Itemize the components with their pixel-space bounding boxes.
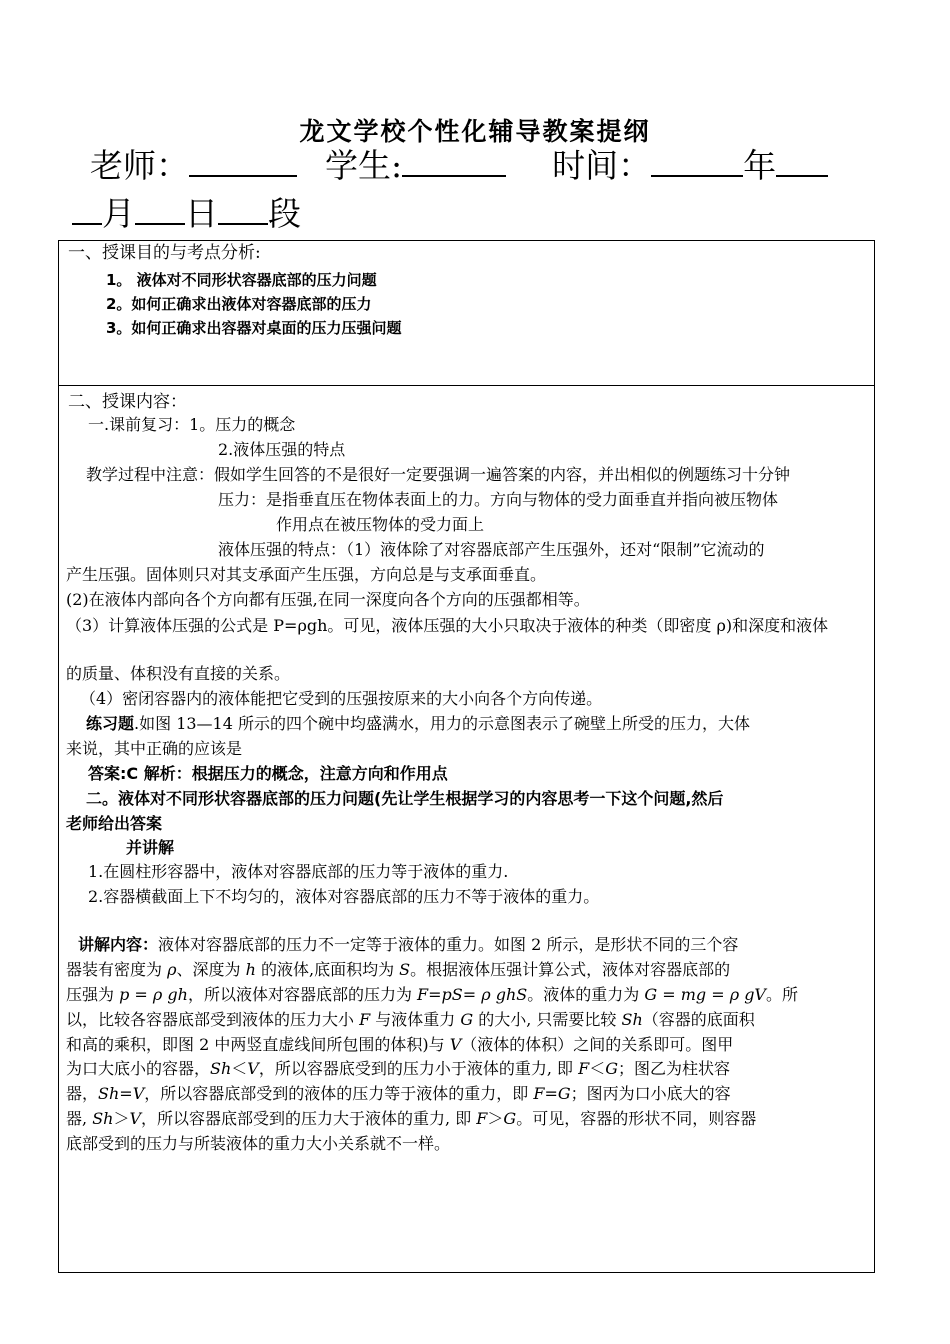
period-blank[interactable] (218, 193, 268, 225)
student-label: 学生: (325, 146, 403, 185)
explain-line (66, 1010, 755, 1030)
explain-text: 的大小, 只需要比较 (473, 1010, 622, 1029)
explain-text: 压强为 (66, 985, 120, 1004)
exercise-line-2: 来说，其中正确的应该是 (66, 739, 243, 758)
explain-text: 器, (66, 1109, 93, 1128)
header-info-line-2 (72, 193, 301, 234)
explain-symbol: Sh (92, 1109, 114, 1128)
explain-text: （液体的体积）之间的关系即可。图甲 (461, 1035, 734, 1054)
point-2: 2.容器横截面上下不均匀的，液体对容器底部的压力不等于液体的重力。 (88, 887, 600, 906)
explain-text: 。根据液体压强计算公式，液体对容器底部的 (410, 960, 731, 979)
explain-symbol: h (245, 960, 256, 979)
objective-item: 3。如何正确求出容器对桌面的压力压强问题 (106, 319, 402, 337)
content-line: 的质量、体积没有直接的关系。 (66, 664, 291, 683)
explain-symbol: Sh (210, 1059, 232, 1078)
part2-heading: 二。液体对不同形状容器底部的压力问题(先让学生根据学习的内容思考一下这个问题,然后 (86, 789, 724, 808)
content-heading: 二、授课内容： (68, 392, 187, 412)
explain-text: ，所以液体对容器底部的压力为 (187, 985, 418, 1004)
month-blank-1[interactable] (776, 145, 828, 177)
explain-formula: G = mg = ρ gV (644, 985, 766, 1004)
explain-text: 。所 (765, 985, 798, 1004)
content-line: （3）计算液体压强的公式是 P=ρgh。可见，液体压强的大小只取决于液体的种类（即密度 ρ)和深度和液体 (66, 616, 829, 635)
exercise-label: 练习题 (86, 714, 135, 733)
explain-symbol: G (557, 1084, 571, 1103)
part2-heading-cont: 并讲解 (126, 838, 175, 857)
exercise-line (86, 714, 750, 734)
content-line: 教学过程中注意：假如学生回答的不是很好一定要强调一遍答案的内容，并出相似的例题练习十分钟 (86, 465, 791, 484)
explain-text: = (544, 1084, 558, 1103)
objective-item: 2。如何正确求出液体对容器底部的压力 (106, 295, 372, 313)
content-line: (2)在液体内部向各个方向都有压强,在同一深度向各个方向的压强都相等。 (66, 590, 590, 609)
explain-text: ＜ (231, 1059, 248, 1078)
part2-heading-cont: 老师给出答案 (66, 814, 163, 833)
teacher-blank[interactable] (189, 145, 297, 177)
explain-text: ＞ (487, 1109, 504, 1128)
exercise-text: .如图 13—14 所示的四个碗中均盛满水，用力的示意图表示了碗壁上所受的压力，大体 (134, 714, 750, 733)
explain-text: 、深度为 (176, 960, 246, 979)
explain-text: （容器的底面积 (642, 1010, 755, 1029)
explain-symbol: F (476, 1109, 488, 1128)
content-line: 液体压强的特点：（1）液体除了对容器底部产生压强外，还对“限制”它流动的 (218, 540, 765, 559)
explain-line (66, 1084, 731, 1104)
explain-line (66, 1059, 730, 1079)
explain-formula: p = ρ gh (119, 985, 188, 1004)
content-line: 产生压强。固体则只对其支承面产生压强，方向总是与支承面垂直。 (66, 565, 547, 584)
explain-line (66, 1109, 756, 1129)
explain-line (66, 1035, 733, 1055)
explain-symbol: F (578, 1059, 590, 1078)
objective-item: 1。 液体对不同形状容器底部的压力问题 (106, 271, 377, 289)
explain-symbol: Sh (98, 1084, 120, 1103)
year-label: 年 (743, 146, 777, 185)
header-info-line-1 (90, 145, 828, 186)
explain-text: ，所以容器底部受到的压力大于液体的重力, 即 (141, 1109, 477, 1128)
explain-label: 讲解内容： (78, 935, 159, 954)
explain-symbol: V (247, 1059, 259, 1078)
month-label: 月 (102, 194, 135, 233)
explain-text: 和高的乘积，即图 2 中两竖直虚线间所包围的体积)与 (66, 1035, 450, 1054)
explain-text: 的液体,底面积均为 (255, 960, 400, 979)
explain-text: 器装有密度为 (66, 960, 168, 979)
explain-symbol: Sh (621, 1010, 643, 1029)
point-1: 1.在圆柱形容器中，液体对容器底部的压力等于液体的重力. (88, 862, 509, 881)
year-blank[interactable] (651, 145, 743, 177)
period-label: 段 (268, 194, 301, 233)
explain-line (78, 935, 738, 955)
explain-symbol: G (460, 1010, 474, 1029)
explain-text: ，所以容器底部受到的液体的压力等于液体的重力，即 (144, 1084, 534, 1103)
explain-symbol: V (132, 1084, 145, 1103)
explain-symbol: ρ (167, 960, 177, 979)
explain-symbol: V (129, 1109, 142, 1128)
day-label: 日 (185, 194, 218, 233)
explain-line: 底部受到的压力与所装液体的重力大小关系就不一样。 (66, 1134, 451, 1153)
explain-text: ；图乙为柱状容 (618, 1059, 731, 1078)
explain-symbol: F (533, 1084, 545, 1103)
day-blank[interactable] (135, 193, 185, 225)
student-blank[interactable] (402, 145, 506, 177)
month-blank-2[interactable] (72, 193, 102, 225)
document-title: 龙文学校个性化辅导教案提纲 (299, 117, 651, 146)
explain-text: 以，比较各容器底部受到液体的压力大小 (66, 1010, 360, 1029)
explain-symbol: G (605, 1059, 619, 1078)
content-line: （4）密闭容器内的液体能把它受到的压强按原来的大小向各个方向传递。 (80, 689, 603, 708)
explain-symbol: G (503, 1109, 517, 1128)
explain-line (66, 960, 730, 980)
content-line: 作用点在被压物体的受力面上 (276, 515, 485, 534)
explain-text: 。液体的重力为 (527, 985, 645, 1004)
explain-text: ＜ (589, 1059, 606, 1078)
content-line: 压力：是指垂直压在物体表面上的力。方向与物体的受力面垂直并指向被压物体 (218, 490, 779, 509)
objectives-heading: 一、授课目的与考点分析: (68, 243, 261, 263)
content-line: 2.液体压强的特点 (218, 440, 346, 459)
teacher-label: 老师： (90, 146, 189, 185)
explain-text: ，所以容器底受到的压力小于液体的重力, 即 (258, 1059, 579, 1078)
explain-symbol: V (449, 1035, 462, 1054)
time-label: 时间： (552, 146, 652, 185)
explain-text: = (119, 1084, 133, 1103)
explain-text: ＞ (113, 1109, 130, 1128)
explain-text: 。可见，容器的形状不同，则容器 (516, 1109, 757, 1128)
explain-line (66, 985, 798, 1005)
content-line: 一.课前复习：1。压力的概念 (88, 415, 296, 434)
explain-text: 与液体重力 (370, 1010, 461, 1029)
explain-text: 液体对容器底部的压力不一定等于液体的重力。如图 2 所示，是形状不同的三个容 (158, 935, 739, 954)
answer-line: 答案:C 解析：根据压力的概念，注意方向和作用点 (88, 764, 448, 783)
explain-text: 为口大底小的容器， (66, 1059, 211, 1078)
explain-symbol: F (359, 1010, 371, 1029)
explain-text: 器， (66, 1084, 99, 1103)
explain-text: ；图丙为口小底大的容 (570, 1084, 731, 1103)
explain-formula: F=pS= ρ ghS (417, 985, 528, 1004)
explain-symbol: S (399, 960, 411, 979)
